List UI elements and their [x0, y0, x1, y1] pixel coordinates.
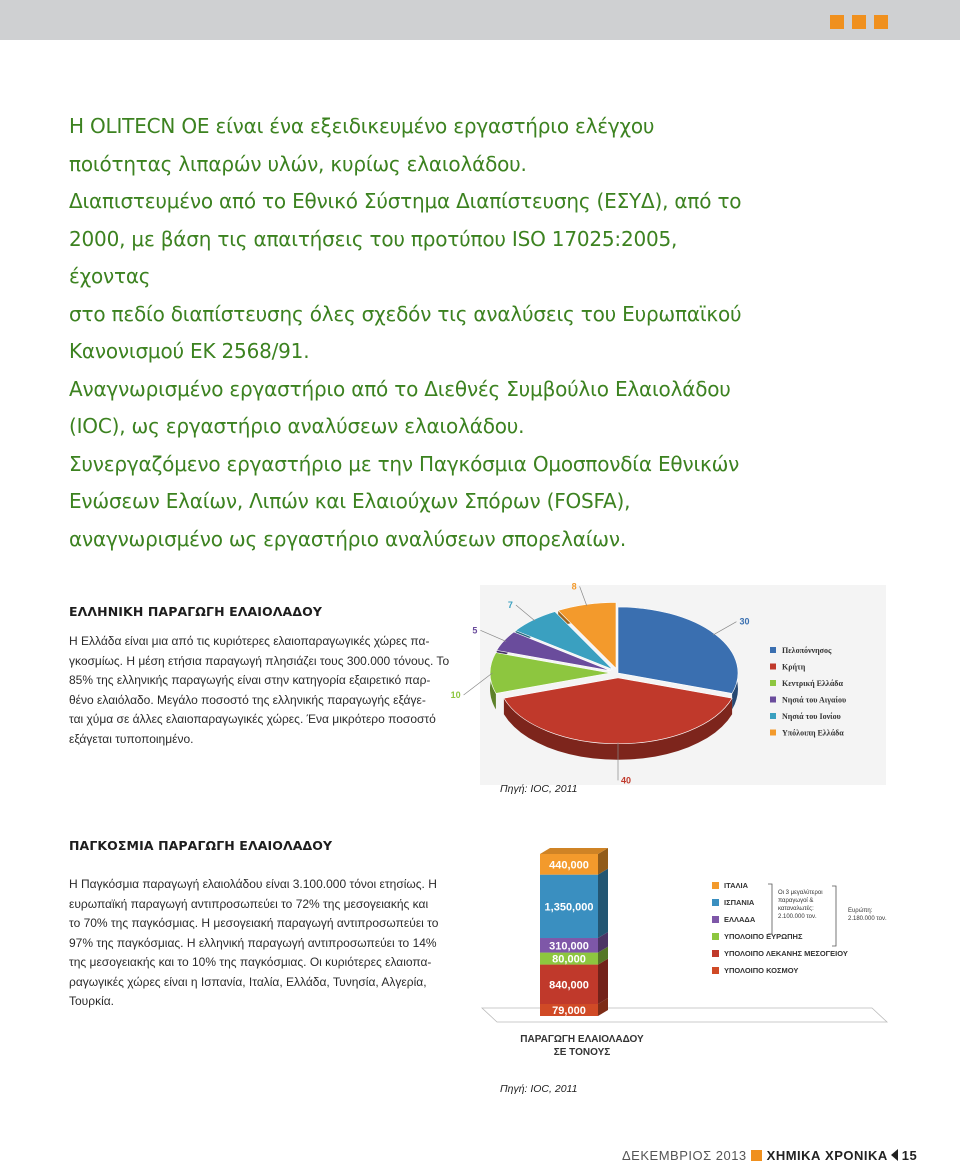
pie-legend-label: Νησιά του Ιονίου	[782, 712, 841, 721]
pie-leader-line	[516, 605, 535, 621]
bar-segment-label: 79,000	[552, 1005, 586, 1017]
annotation-main-line: 2.100.000 τον.	[778, 914, 817, 920]
page-number: 15	[901, 1148, 918, 1163]
pie-legend-label: Υπόλοιπη Ελλάδα	[782, 728, 844, 738]
greek-production-pie-chart	[450, 581, 886, 786]
text-line: ται χύμα σε άλλες ελαιοπαραγωγικές χώρες. Ένα μικρότερο ποσοστό	[69, 712, 436, 726]
bar-chart-title: ΠΑΡΑΓΩΓΗ ΕΛΑΙΟΛΑΔΟΥ	[520, 1034, 644, 1045]
bar-legend-swatch	[712, 967, 719, 974]
pie-chart-svg	[450, 581, 886, 786]
text-line: 85% της ελληνικής παραγωγής είναι στην κατηγορία εξαιρετικό παρ-	[69, 673, 431, 687]
pie-slice-Πελοπόννησος	[618, 607, 738, 693]
pie-data-label: 7	[507, 600, 513, 611]
bar-legend-label: ΥΠΟΛΟΙΠΟ ΚΟΣΜΟΥ	[724, 966, 799, 975]
pie-legend-label: Πελοπόννησος	[782, 646, 832, 655]
pie-legend-label: Νησιά του Αιγαίου	[782, 695, 847, 705]
bar-segment-side	[598, 959, 608, 1004]
intro-line: αναγνωρισμένο ως εργαστήριο αναλύσεων σπορελαίων.	[69, 526, 626, 551]
pie-data-label: 40	[621, 775, 632, 786]
orange-square-3	[874, 15, 888, 29]
legend-bracket	[832, 886, 836, 946]
intro-line: Διαπιστευμένο από το Εθνικό Σύστημα Διαπίστευσης (ΕΣΥΔ), από το	[69, 189, 742, 213]
annotation-europe-line: 2.180.000 τον.	[848, 916, 887, 922]
pie-legend-swatch	[770, 697, 776, 703]
pie-data-label: 30	[739, 616, 750, 627]
orange-square-2	[852, 15, 866, 29]
world-production-bar-chart	[472, 840, 900, 1060]
pie-legend-swatch	[770, 730, 776, 736]
intro-line: (IOC), ως εργαστήριο αναλύσεων ελαιολάδου.	[69, 414, 525, 438]
footer-brand: ΧΗΜΙΚΑ ΧΡΟΝΙΚΑ	[766, 1148, 888, 1163]
bar-legend-swatch	[712, 933, 719, 940]
intro-line: Ενώσεων Ελαίων, Λιπών και Ελαιούχων Σπόρων (FOSFA),	[69, 489, 631, 513]
world-production-text	[69, 875, 469, 1012]
bar-segment-label: 1,350,000	[544, 901, 594, 914]
text-line: της μεσογειακής και το 10% της παγκόσμιας. Οι κυριότερες ελαιοπα-	[69, 955, 432, 969]
bar-source: Πηγή: IOC, 2011	[500, 1083, 578, 1095]
greek-production-text	[69, 632, 469, 749]
pie-source: Πηγή: IOC, 2011	[500, 783, 578, 795]
bar-legend-label: ΥΠΟΛΟΙΠΟ ΛΕΚΑΝΗΣ ΜΕΣΟΓΕΙΟΥ	[724, 949, 848, 958]
bar-segment-label: 310,000	[549, 940, 589, 953]
bar-segment-side	[598, 869, 608, 938]
text-line: ευρωπαϊκή παραγωγή αντιπροσωπεύει το 72% της μεσογειακής και	[69, 896, 429, 911]
footer-month: ΔΕΚΕΜΒΡΙΟΣ 2013	[622, 1148, 747, 1163]
intro-line: Η OLITECN ΟΕ είναι ένα εξειδικευμένο εργαστήριο ελέγχου	[69, 114, 655, 138]
pie-legend-label: Κρήτη	[782, 662, 806, 672]
orange-square-1	[830, 15, 844, 29]
text-line: γκοσμίως. Η μέση ετήσια παραγωγή πλησιάζει τους 300.000 τόνους. Το	[69, 653, 450, 668]
pie-legend-label: Κεντρική Ελλάδα	[782, 679, 843, 688]
text-line: Τουρκία.	[69, 994, 115, 1008]
annotation-europe-line: Ευρώπη:	[848, 908, 873, 914]
text-line: εξάγεται τυποποιημένο.	[69, 731, 194, 746]
bar-top-face	[540, 848, 608, 854]
intro-line: στο πεδίο διαπίστευσης όλες σχεδόν τις αναλύσεις του Ευρωπαϊκού	[69, 301, 742, 326]
pie-legend-swatch	[770, 664, 776, 670]
bar-legend-swatch	[712, 882, 719, 889]
bar-legend-label: ΙΤΑΛΙΑ	[724, 881, 749, 890]
intro-line: Συνεργαζόμενο εργαστήριο με την Παγκόσμια Ομοσπονδία Εθνικών	[69, 451, 740, 476]
intro-line: Αναγνωρισμένο εργαστήριο από το Διεθνές Συμβούλιο Ελαιολάδου	[69, 376, 731, 401]
bar-legend-swatch	[712, 916, 719, 923]
pie-leader-line	[480, 630, 506, 641]
page-footer	[622, 1148, 917, 1163]
bar-segment-label: 840,000	[549, 979, 589, 992]
intro-line: 2000, με βάση τις απαιτήσεις του προτύπου ISO 17025:2005, έχοντας	[69, 226, 678, 288]
footer-square-icon	[751, 1150, 762, 1161]
top-bar	[0, 0, 960, 40]
text-line: θένο ελαιόλαδο. Μεγάλο ποσοστό της ελληνικής παραγωγής εξάγε-	[69, 692, 426, 707]
world-production-heading: ΠΑΓΚΟΣΜΙΑ ΠΑΡΑΓΩΓΗ ΕΛΑΙΟΛΑΔΟΥ	[69, 838, 333, 853]
legend-bracket	[768, 884, 772, 934]
intro-line: Κανονισμού ΕΚ 2568/91.	[69, 339, 310, 363]
bar-chart-svg	[472, 840, 900, 1060]
annotation-main-line: Οι 3 μεγαλύτεροι	[778, 890, 823, 896]
text-line: 97% της παγκόσμιας. Η ελληνική παραγωγή αντιπροσωπεύει το 14%	[69, 935, 437, 950]
pie-leader-line	[580, 586, 587, 605]
pie-legend-swatch	[770, 680, 776, 686]
text-line: το 70% της παγκόσμιας. Η μεσογειακή παραγωγή αντιπροσωπεύει το	[69, 916, 439, 930]
annotation-main-line: παραγωγοί &	[778, 898, 814, 904]
bar-legend-label: ΙΣΠΑΝΙΑ	[724, 898, 755, 907]
bar-segment-label: 80,000	[552, 953, 586, 966]
pie-leader-line	[713, 622, 736, 635]
pie-legend-swatch	[770, 713, 776, 719]
pie-legend-swatch	[770, 647, 776, 653]
pie-data-label: 8	[571, 581, 577, 592]
text-line: Η Παγκόσμια παραγωγή ελαιολάδου είναι 3.100.000 τόνοι ετησίως. Η	[69, 877, 437, 891]
bar-legend-label: ΥΠΟΛΟΙΠΟ ΕΥΡΩΠΗΣ	[724, 932, 803, 941]
bar-chart-title: ΣΕ ΤΟΝΟΥΣ	[553, 1047, 611, 1058]
pie-data-label: 5	[472, 625, 478, 636]
annotation-main-line: καταναλωτές:	[778, 906, 814, 912]
text-line: Η Ελλάδα είναι μια από τις κυριότερες ελαιοπαραγωγικές χώρες πα-	[69, 634, 430, 648]
greek-production-heading: ΕΛΛΗΝΙΚΗ ΠΑΡΑΓΩΓΗ ΕΛΑΙΟΛΑΔΟΥ	[69, 604, 322, 619]
bar-legend-swatch	[712, 950, 719, 957]
left-triangle-icon	[891, 1149, 898, 1161]
bar-segment-label: 440,000	[549, 859, 589, 872]
intro-text	[69, 108, 749, 558]
pie-data-label: 10	[450, 690, 461, 700]
bar-legend-swatch	[712, 899, 719, 906]
intro-line: ποιότητας λιπαρών υλών, κυρίως ελαιολάδου.	[69, 151, 527, 176]
bar-legend-label: ΕΛΛΑΔΑ	[724, 915, 756, 924]
text-line: ραγωγικές χώρες είναι η Ισπανία, Ιταλία, Ελλάδα, Τυνησία, Αλγερία,	[69, 974, 427, 989]
